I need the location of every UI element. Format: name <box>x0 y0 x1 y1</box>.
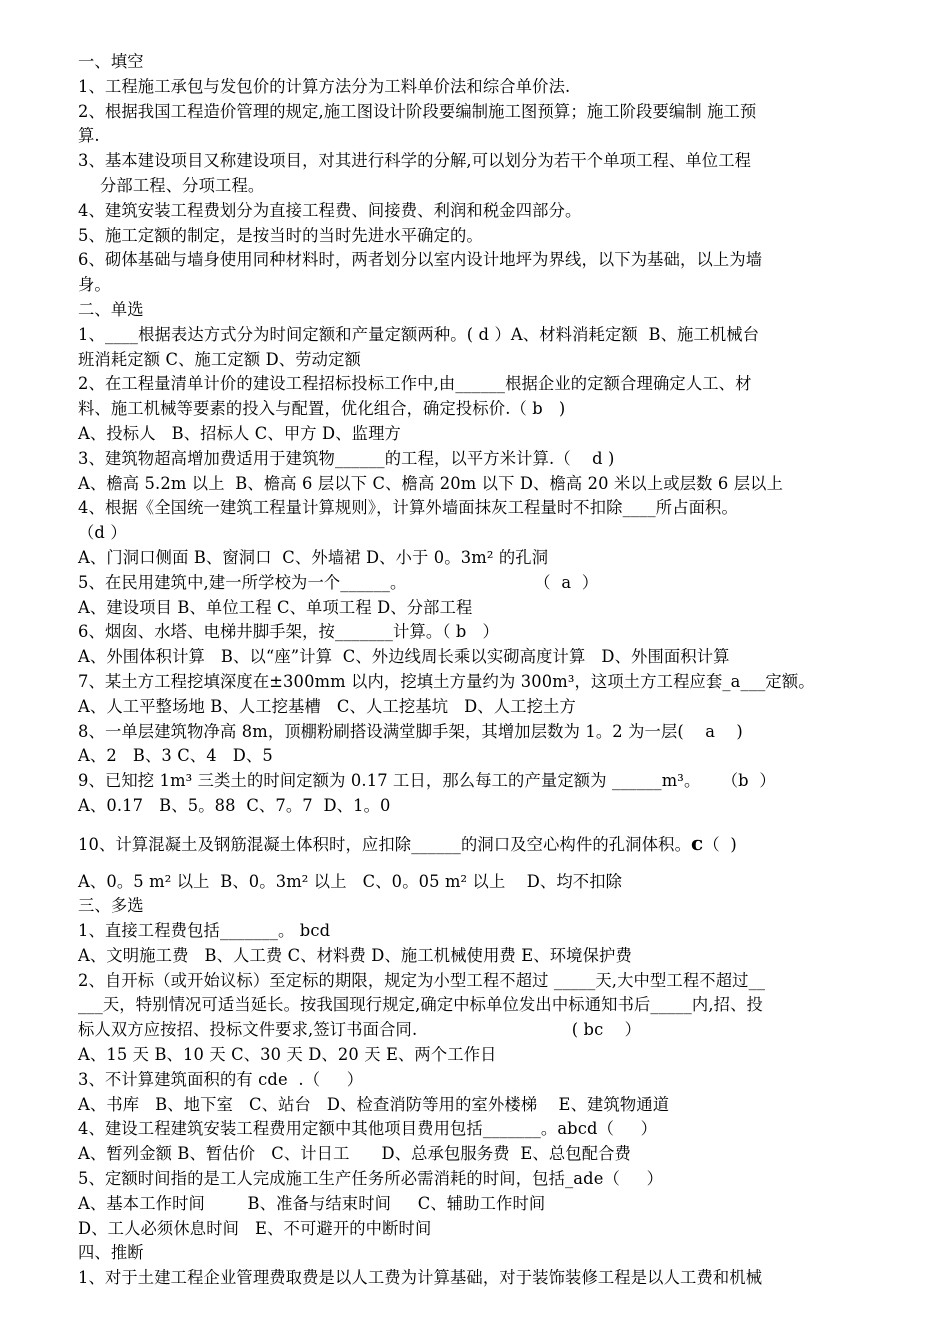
section-heading-single-choice: 二、单选 <box>78 299 144 319</box>
text-line: 班消耗定额 C、施工定额 D、劳动定额 <box>78 349 361 369</box>
text-line: A、檐高 5.2m 以上 B、檐高 6 层以下 C、檐高 20m 以下 D、檐高 20 米以上或层数 6 层以上 <box>78 473 784 493</box>
section-heading-judgement: 四、推断 <box>78 1243 144 1263</box>
text-line: 算. <box>78 126 100 146</box>
text-line: 4、建设工程建筑安装工程费用定额中其他项目费用包括_______。abcd（ ） <box>78 1119 658 1139</box>
text-line: 8、一单层建筑物净高 8m，顶棚粉刷搭设满堂脚手架，其增加层数为 1。2 为一层( a ) <box>78 721 743 741</box>
text-line: 5、施工定额的制定，是按当时的当时先进水平确定的。 <box>78 225 483 245</box>
text-line: A、投标人 B、招标人 C、甲方 D、监理方 <box>78 423 401 443</box>
text-line: 3、建筑物超高增加费适用于建筑物______的工程，以平方米计算.（ d ) <box>78 448 615 468</box>
text-line: 6、砌体基础与墙身使用同种材料时，两者划分以室内设计地坪为界线，以下为基础，以上为墙 <box>78 250 763 270</box>
text-line: A、2 B、3 C、4 D、5 <box>78 746 273 766</box>
text-line: 4、根据《全国统一建筑工程量计算规则》，计算外墙面抹灰工程量时不扣除____所占面积。 <box>78 498 738 518</box>
text-line: 身。 <box>78 275 111 295</box>
answer-mark: c <box>691 830 704 855</box>
text-line: A、0.17 B、5。88 C、7。7 D、1。0 <box>78 795 391 815</box>
section-heading-fill-blank: 一、填空 <box>78 52 144 71</box>
text-line: 2、在工程量清单计价的建设工程招标投标工作中,由______根据企业的定额合理确定人工、材 <box>78 374 752 394</box>
text-line: A、15 天 B、10 天 C、30 天 D、20 天 E、两个工作日 <box>78 1045 497 1065</box>
text-line: A、人工平整场地 B、人工挖基槽 C、人工挖基坑 D、人工挖土方 <box>78 696 576 716</box>
text-line: 5、定额时间指的是工人完成施工生产任务所必需消耗的时间，包括_ade（ ） <box>78 1169 664 1189</box>
text-line: 2、自开标（或开始议标）至定标的期限，规定为小型工程不超过 _____天,大中型工程不超过__ <box>78 970 766 990</box>
text-line: D、工人必须休息时间 E、不可避开的中断时间 <box>78 1218 432 1238</box>
text-line: 标人双方应按招、投标文件要求,签订书面合同. ( bc ） <box>78 1020 642 1040</box>
text-line: A、暂列金额 B、暂估价 C、计日工 D、总承包服务费 E、总包配合费 <box>78 1144 631 1164</box>
section-heading-multiple-choice: 三、多选 <box>78 896 144 916</box>
text-line: 1、对于土建工程企业管理费取费是以人工费为计算基础，对于装饰装修工程是以人工费和机械 <box>78 1268 763 1288</box>
text-line: 3、不计算建筑面积的有 cde .（ ） <box>78 1069 364 1089</box>
question-10-text: 10、计算混凝土及钢筋混凝土体积时，应扣除______的洞口及空心构件的孔洞体积。 <box>78 834 691 854</box>
text-line: 1、直接工程费包括_______。 bcd <box>78 921 331 941</box>
text-line: A、建设项目 B、单位工程 C、单项工程 D、分部工程 <box>78 597 473 617</box>
answer-bracket: （ ) <box>703 834 737 854</box>
text-line: 分部工程、分项工程。 <box>100 175 265 195</box>
text-line: A、文明施工费 B、人工费 C、材料费 D、施工机械使用费 E、环境保护费 <box>78 945 632 965</box>
text-line: 4、建筑安装工程费划分为直接工程费、间接费、利润和税金四部分。 <box>78 200 582 220</box>
text-line: 6、烟囱、水塔、电梯井脚手架，按_______计算。（ b ） <box>78 622 499 642</box>
text-line: 1、工程施工承包与发包价的计算方法分为工料单价法和综合单价法. <box>78 76 571 96</box>
text-line: 7、某土方工程挖填深度在±300mm 以内，挖填土方量约为 300m³，这项土方工程应套_a___定额。 <box>78 671 815 691</box>
text-line: 料、施工机械等要素的投入与配置，优化组合，确定投标价.（ b ) <box>78 399 566 419</box>
text-line: 9、已知挖 1m³ 三类土的时间定额为 0.17 工日，那么每工的产量定额为 ______m³。 （b ） <box>78 771 776 791</box>
text-line: 2、根据我国工程造价管理的规定,施工图设计阶段要编制施工图预算；施工阶段要编制 施工预 <box>78 101 757 121</box>
text-line: 1、____根据表达方式分为时间定额和产量定额两种。( d ）A、材料消耗定额 B、施工机械台 <box>78 324 760 344</box>
text-line: A、门洞口侧面 B、窗洞口 C、外墙裙 D、小于 0。3m² 的孔洞 <box>78 547 549 567</box>
text-line: 5、在民用建筑中,建一所学校为一个______。 （ a ） <box>78 572 599 592</box>
text-line: A、0。5 m² 以上 B、0。3m² 以上 C、0。05 m² 以上 D、均不扣除 <box>78 871 623 891</box>
text-line: ___天，特别情况可适当延长。按我国现行规定,确定中标单位发出中标通知书后_____内,招、投 <box>78 995 763 1015</box>
text-line: （d ） <box>78 523 127 543</box>
text-line: 3、基本建设项目又称建设项目，对其进行科学的分解,可以划分为若干个单项工程、单位工程 <box>78 151 752 171</box>
text-line: A、书库 B、地下室 C、站台 D、检查消防等用的室外楼梯 E、建筑物通道 <box>78 1094 670 1114</box>
text-line <box>78 831 884 858</box>
text-line: A、外围体积计算 B、以“座”计算 C、外边线周长乘以实砌高度计算 D、外围面积计算 <box>78 647 730 667</box>
text-line: A、基本工作时间 B、准备与结束时间 C、辅助工作时间 <box>78 1193 546 1213</box>
